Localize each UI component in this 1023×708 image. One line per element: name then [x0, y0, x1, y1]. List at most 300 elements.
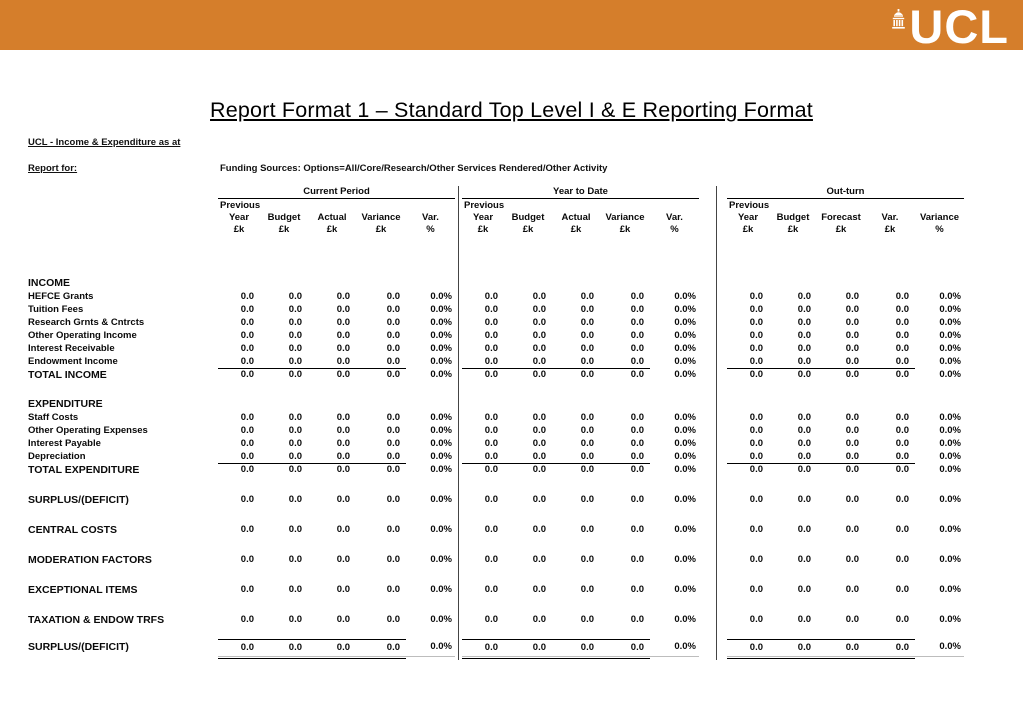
value-cell: 0.0: [336, 369, 350, 380]
value-cell: 0.0: [797, 451, 811, 462]
group-values: [727, 290, 964, 303]
group-values: [462, 329, 699, 342]
value-cell: 0.0: [484, 554, 498, 565]
group-header-row: [28, 186, 964, 199]
value-cell: 0.0: [630, 369, 644, 380]
group-values: [218, 342, 455, 355]
value-cell: 0.0%: [430, 614, 452, 625]
value-cell: 0.0: [484, 317, 498, 328]
value-cell: 0.0: [895, 438, 909, 449]
value-cell: 0.0: [845, 614, 859, 625]
value-cell: 0.0: [386, 291, 400, 302]
group-values: [462, 613, 699, 627]
group-divider-line: [458, 186, 459, 660]
table-row: [28, 613, 964, 627]
value-cell: 0.0: [895, 614, 909, 625]
group-values: [727, 437, 964, 450]
value-cell: 0.0: [895, 524, 909, 535]
value-cell: 0.0: [630, 412, 644, 423]
value-cell: 0.0: [386, 451, 400, 462]
value-cell: 0.0: [749, 494, 763, 505]
table-bottom-line: [727, 656, 964, 657]
value-cell: 0.0: [386, 356, 400, 367]
value-cell: 0.0%: [674, 317, 696, 328]
value-cell: 0.0%: [430, 554, 452, 565]
value-cell: 0.0%: [430, 451, 452, 462]
value-cell: 0.0: [240, 614, 254, 625]
value-cell: 0.0: [532, 451, 546, 462]
value-cell: 0.0: [845, 356, 859, 367]
value-cell: 0.0: [484, 494, 498, 505]
group-values: [462, 463, 699, 477]
value-cell: 0.0%: [939, 494, 961, 505]
value-cell: 0.0: [895, 464, 909, 475]
group-values: [218, 303, 455, 316]
value-cell: 0.0: [288, 642, 302, 653]
value-cell: 0.0: [532, 554, 546, 565]
value-cell: 0.0: [580, 304, 594, 315]
value-cell: 0.0%: [939, 317, 961, 328]
value-cell: 0.0: [845, 642, 859, 653]
group-values: [727, 493, 964, 507]
row-label: Interest Receivable: [28, 343, 115, 354]
group-values: [727, 424, 964, 437]
value-cell: 0.0: [484, 438, 498, 449]
table-row: [28, 639, 964, 656]
value-cell: 0.0: [532, 369, 546, 380]
value-cell: 0.0: [797, 584, 811, 595]
value-cells: [462, 329, 650, 342]
value-cells: [727, 424, 915, 437]
value-cell: 0.0: [240, 425, 254, 436]
value-cells: [462, 463, 650, 477]
value-cell: 0.0: [797, 494, 811, 505]
group-values: [218, 368, 455, 382]
group-label: Current Period: [218, 186, 455, 199]
value-cell: 0.0: [797, 614, 811, 625]
value-cell: 0.0: [288, 524, 302, 535]
value-cell: 0.0: [630, 304, 644, 315]
value-cells: [462, 411, 650, 424]
row-label: Staff Costs: [28, 412, 79, 423]
value-cell: 0.0%: [430, 369, 452, 380]
value-cell: 0.0: [797, 438, 811, 449]
value-cell: 0.0: [797, 412, 811, 423]
value-cell: 0.0: [895, 304, 909, 315]
value-cell: 0.0: [532, 343, 546, 354]
value-cell: 0.0: [895, 369, 909, 380]
value-cell: 0.0: [484, 524, 498, 535]
group-values: [727, 523, 964, 537]
value-cell: 0.0: [749, 554, 763, 565]
value-cell: 0.0: [288, 464, 302, 475]
value-cell: 0.0%: [939, 356, 961, 367]
value-cell: 0.0: [845, 554, 859, 565]
group-values: [218, 316, 455, 329]
group-columns: [727, 200, 964, 236]
value-cells: [727, 368, 915, 382]
report-for-label: Report for:: [28, 163, 78, 174]
group-columns: [462, 200, 699, 236]
value-cell: 0.0: [580, 584, 594, 595]
value-cell: 0.0: [749, 425, 763, 436]
group-divider-line: [716, 186, 717, 660]
group-values: [218, 553, 455, 567]
value-cell: 0.0: [630, 614, 644, 625]
value-cell: 0.0: [630, 464, 644, 475]
value-cell: 0.0%: [430, 584, 452, 595]
value-cells: [462, 523, 650, 537]
value-cells: [462, 583, 650, 597]
value-cells: [727, 329, 915, 342]
value-cell: 0.0: [532, 412, 546, 423]
value-cell: 0.0: [845, 438, 859, 449]
value-cell: 0.0: [484, 330, 498, 341]
value-cell: 0.0%: [674, 369, 696, 380]
value-cell: 0.0: [630, 343, 644, 354]
value-cell: 0.0: [484, 412, 498, 423]
value-cell: 0.0: [580, 369, 594, 380]
value-cell: 0.0%: [939, 343, 961, 354]
group-label: Year to Date: [462, 186, 699, 199]
table-row: [28, 583, 964, 597]
value-cell: 0.0: [845, 494, 859, 505]
group-values: [462, 303, 699, 316]
group-values: [727, 411, 964, 424]
group-columns: [218, 200, 455, 236]
value-cell: 0.0: [532, 642, 546, 653]
value-cell: 0.0: [240, 317, 254, 328]
value-cell: 0.0: [336, 494, 350, 505]
row-label: Other Operating Income: [28, 330, 137, 341]
group-values: [727, 342, 964, 355]
row-label: SURPLUS/(DEFICIT): [28, 494, 129, 506]
value-cell: 0.0: [288, 291, 302, 302]
value-cell: 0.0: [630, 356, 644, 367]
value-cell: 0.0: [240, 554, 254, 565]
value-cell: 0.0: [484, 369, 498, 380]
value-cell: 0.0: [484, 451, 498, 462]
value-cell: 0.0: [484, 291, 498, 302]
value-cells: [218, 613, 406, 627]
group-values: [462, 316, 699, 329]
value-cell: 0.0: [484, 356, 498, 367]
value-cell: 0.0: [845, 369, 859, 380]
value-cell: 0.0: [749, 524, 763, 535]
value-cell: 0.0: [580, 412, 594, 423]
table-row: [28, 424, 964, 437]
value-cell: 0.0: [749, 317, 763, 328]
value-cells: [462, 424, 650, 437]
value-cells: [218, 437, 406, 450]
value-cells: [462, 493, 650, 507]
value-cell: 0.0: [484, 343, 498, 354]
table-row: [28, 411, 964, 424]
group-values: [727, 355, 964, 369]
value-cells: [218, 553, 406, 567]
table-bottom-line: [218, 656, 455, 657]
value-cell: 0.0: [580, 291, 594, 302]
value-cells: [218, 355, 406, 369]
value-cell: 0.0%: [674, 425, 696, 436]
value-cells: [218, 303, 406, 316]
group-values: [727, 368, 964, 382]
value-cell: 0.0: [895, 330, 909, 341]
value-cell: 0.0%: [939, 330, 961, 341]
group-values: [462, 583, 699, 597]
group-values: [727, 303, 964, 316]
table-row: [28, 329, 964, 342]
value-cells: [727, 411, 915, 424]
value-cell: 0.0%: [674, 451, 696, 462]
group-values: [218, 437, 455, 450]
value-cell: 0.0%: [939, 412, 961, 423]
group-values: [462, 411, 699, 424]
brand-text: UCL: [909, 0, 1009, 53]
value-cells: [727, 553, 915, 567]
value-cell: 0.0: [749, 356, 763, 367]
value-cell: 0.0: [580, 356, 594, 367]
value-cells: [727, 613, 915, 627]
value-cell: 0.0: [484, 425, 498, 436]
value-cell: 0.0: [288, 614, 302, 625]
value-cell: 0.0: [580, 614, 594, 625]
value-cell: 0.0: [386, 425, 400, 436]
value-cells: [727, 493, 915, 507]
value-cell: 0.0: [386, 642, 400, 653]
value-cell: 0.0: [532, 494, 546, 505]
value-cell: 0.0: [797, 304, 811, 315]
value-cell: 0.0: [630, 438, 644, 449]
value-cell: 0.0: [580, 343, 594, 354]
group-values: [462, 437, 699, 450]
value-cells: [727, 463, 915, 477]
value-cell: 0.0: [386, 464, 400, 475]
value-cell: 0.0: [386, 369, 400, 380]
group-values: [727, 329, 964, 342]
value-cells: [462, 450, 650, 464]
value-cell: 0.0%: [430, 494, 452, 505]
row-label: Research Grnts & Cntrcts: [28, 317, 145, 328]
value-cell: 0.0: [797, 642, 811, 653]
value-cell: 0.0: [749, 464, 763, 475]
ucl-portico-icon: [891, 9, 906, 35]
value-cell: 0.0: [336, 304, 350, 315]
table-row: [28, 355, 964, 368]
value-cell: 0.0: [580, 494, 594, 505]
group-values: [462, 355, 699, 369]
value-cells: [462, 355, 650, 369]
row-label: Tuition Fees: [28, 304, 84, 315]
group-values: [462, 450, 699, 464]
value-cell: 0.0%: [939, 554, 961, 565]
value-cell: 0.0%: [430, 343, 452, 354]
value-cell: 0.0: [288, 412, 302, 423]
value-cell: 0.0%: [430, 641, 452, 652]
group-values: [218, 355, 455, 369]
row-label: EXCEPTIONAL ITEMS: [28, 584, 138, 596]
value-cell: 0.0: [630, 451, 644, 462]
value-cells: [727, 583, 915, 597]
value-cell: 0.0: [336, 317, 350, 328]
value-cell: 0.0: [386, 614, 400, 625]
value-cell: 0.0: [845, 412, 859, 423]
value-cell: 0.0%: [674, 494, 696, 505]
value-cell: 0.0: [386, 494, 400, 505]
value-cell: 0.0%: [430, 425, 452, 436]
column-header: Variance £k: [361, 212, 401, 235]
value-cell: 0.0: [845, 451, 859, 462]
value-cells: [218, 368, 406, 382]
table-row: [28, 316, 964, 329]
value-cell: 0.0%: [430, 291, 452, 302]
ucl-logo: [891, 0, 1009, 53]
value-cell: 0.0: [336, 464, 350, 475]
value-cells: [462, 303, 650, 316]
value-cell: 0.0: [895, 584, 909, 595]
value-cell: 0.0%: [430, 464, 452, 475]
value-cell: 0.0: [240, 584, 254, 595]
value-cell: 0.0%: [430, 356, 452, 367]
value-cells: [218, 290, 406, 303]
value-cell: 0.0: [845, 343, 859, 354]
value-cell: 0.0%: [430, 412, 452, 423]
value-cell: 0.0: [845, 330, 859, 341]
group-values: [218, 450, 455, 464]
value-cell: 0.0: [532, 330, 546, 341]
table-bottom-line: [462, 656, 699, 657]
value-cell: 0.0: [749, 291, 763, 302]
value-cell: 0.0: [386, 330, 400, 341]
value-cells: [462, 290, 650, 303]
value-cell: 0.0: [845, 317, 859, 328]
row-label: MODERATION FACTORS: [28, 554, 152, 566]
value-cells: [727, 437, 915, 450]
row-label: Depreciation: [28, 451, 86, 462]
value-cell: 0.0%: [939, 438, 961, 449]
column-header: Var. £k: [881, 212, 899, 235]
value-cells: [218, 411, 406, 424]
value-cell: 0.0%: [674, 524, 696, 535]
value-cell: 0.0%: [674, 614, 696, 625]
value-cell: 0.0: [532, 464, 546, 475]
row-label: SURPLUS/(DEFICIT): [28, 641, 129, 653]
value-cell: 0.0: [895, 494, 909, 505]
value-cells: [218, 493, 406, 507]
value-cells: [218, 450, 406, 464]
value-cell: 0.0: [797, 317, 811, 328]
statement-label: UCL - Income & Expenditure as at: [28, 137, 181, 148]
value-cells: [218, 523, 406, 537]
value-cell: 0.0: [532, 425, 546, 436]
value-cell: 0.0%: [939, 464, 961, 475]
value-cell: 0.0: [336, 438, 350, 449]
value-cell: 0.0: [336, 642, 350, 653]
group-values: [462, 493, 699, 507]
value-cell: 0.0: [580, 451, 594, 462]
table-row: [28, 397, 964, 411]
column-header: Actual £k: [317, 212, 347, 235]
row-label: HEFCE Grants: [28, 291, 94, 302]
value-cell: 0.0: [630, 584, 644, 595]
value-cell: 0.0: [749, 343, 763, 354]
value-cell: 0.0: [336, 614, 350, 625]
value-cell: 0.0: [845, 304, 859, 315]
value-cell: 0.0: [386, 524, 400, 535]
value-cell: 0.0: [895, 412, 909, 423]
column-header: Budget £k: [267, 212, 301, 235]
value-cells: [462, 368, 650, 382]
table-row: [28, 553, 964, 567]
value-cell: 0.0: [749, 438, 763, 449]
value-cell: 0.0: [895, 343, 909, 354]
value-cell: 0.0: [580, 464, 594, 475]
group-values: [218, 463, 455, 477]
value-cell: 0.0: [797, 554, 811, 565]
value-cell: 0.0: [580, 425, 594, 436]
value-cell: 0.0: [895, 291, 909, 302]
value-cell: 0.0: [797, 425, 811, 436]
value-cell: 0.0%: [674, 412, 696, 423]
group-values: [218, 424, 455, 437]
column-header: Forecast £k: [821, 212, 861, 235]
value-cell: 0.0: [386, 412, 400, 423]
table-row: [28, 290, 964, 303]
value-cell: 0.0%: [939, 524, 961, 535]
value-cell: 0.0: [240, 642, 254, 653]
value-cell: 0.0: [484, 642, 498, 653]
value-cell: 0.0: [580, 438, 594, 449]
value-cell: 0.0: [749, 304, 763, 315]
value-cell: 0.0: [240, 369, 254, 380]
value-cell: 0.0: [288, 494, 302, 505]
group-values: [462, 424, 699, 437]
value-cell: 0.0: [386, 438, 400, 449]
value-cell: 0.0: [580, 524, 594, 535]
value-cell: 0.0: [749, 584, 763, 595]
value-cell: 0.0: [845, 425, 859, 436]
value-cell: 0.0: [484, 464, 498, 475]
value-cell: 0.0: [240, 304, 254, 315]
value-cell: 0.0: [630, 317, 644, 328]
value-cell: 0.0%: [939, 425, 961, 436]
page-title: Report Format 1 – Standard Top Level I & E Reporting Format: [210, 98, 813, 122]
value-cell: 0.0: [484, 614, 498, 625]
value-cells: [727, 290, 915, 303]
value-cell: 0.0: [336, 412, 350, 423]
value-cell: 0.0: [386, 554, 400, 565]
value-cell: 0.0: [895, 451, 909, 462]
group-values: [462, 553, 699, 567]
value-cell: 0.0: [749, 614, 763, 625]
column-header: Var. %: [422, 212, 439, 235]
value-cell: 0.0: [630, 524, 644, 535]
value-cell: 0.0%: [939, 291, 961, 302]
value-cells: [462, 316, 650, 329]
row-label: Endowment Income: [28, 356, 118, 367]
column-header: Budget £k: [511, 212, 545, 235]
row-label: TAXATION & ENDOW TRFS: [28, 614, 165, 626]
value-cell: 0.0: [749, 369, 763, 380]
value-cell: 0.0: [288, 356, 302, 367]
value-cell: 0.0: [240, 291, 254, 302]
report-table: [28, 186, 964, 656]
value-cell: 0.0: [240, 524, 254, 535]
value-cell: 0.0: [797, 343, 811, 354]
value-cell: 0.0: [895, 642, 909, 653]
value-cell: 0.0%: [674, 291, 696, 302]
value-cell: 0.0: [336, 554, 350, 565]
